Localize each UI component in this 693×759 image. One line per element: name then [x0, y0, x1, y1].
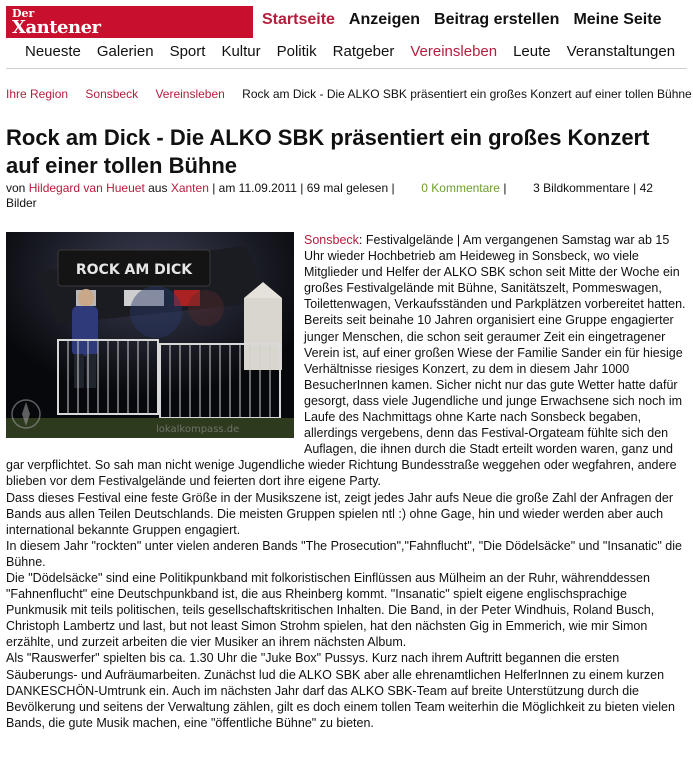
article-paragraph-6: Als "Rauswerfer" spielten bis ca. 1.30 Uhr die "Juke Box" Pussys. Kurz nach ihrem Auftritt begannen die ersten Säuberungs- und Aufräumarbeiten. Zunächst lud die ALKO SBK aber alle ehrenamtlichen HelferInnen zu einem kurzen DANKESCHÖN-Umtrunk ein. Auch im nächsten Jahr darf das ALKO SBK-Team auf breite Unterstützung durch die Bevölkerung und seitens der Verwaltung zählen, gilt es doch einem tollen Team weiterhin die Möglichkeit zu bieten vielen Bands, die gute Musik machen, eine "öffentliche Bühne" zu bieten. [6, 651, 675, 730]
photo-spacer [6, 232, 304, 446]
breadcrumb-vereinsleben[interactable]: Vereinsleben [155, 87, 225, 101]
meta-views: 69 mal gelesen | [306, 181, 395, 195]
banner-text: ROCK AM DICK [75, 262, 193, 278]
category-neueste[interactable]: Neueste [25, 43, 81, 60]
article-title: Rock am Dick - Die ALKO SBK präsentiert ein großes Konzert auf einer tollen Bühne [6, 125, 650, 178]
nav-divider [6, 68, 687, 69]
author-link[interactable]: Hildegard van Hueuet [28, 181, 145, 195]
nav-meine-seite[interactable]: Meine Seite [573, 11, 662, 28]
article-paragraph-5: Die "Dödelsäcke" sind eine Politikpunkband mit folkoristischen Einflüssen aus Mülheim an der Ruhr, währenddessen "Fahnenflucht" eine Deutschpunkband ist, die aus Rheinberg kommt. "Insanatic" spielt eigene englischsprachige Punkmusik mit teils politischen, teils gesellschaftskritischen Inhalten. Die Band, in der Peter Windhuis, Roland Busch, Christoph Lambertz und last, but not least Simon Strohm spielen, hat den nächsten Gig in Emmerich, wie mir Simon erzählte, und zurzeit arbeiten die vier Musiker an ihrem nächsten Album. [6, 570, 655, 650]
meta-sep: | [503, 181, 507, 195]
logo-line1: Der [12, 7, 35, 20]
nav-startseite[interactable]: Startseite [262, 11, 335, 28]
logo-line2: Xantener [12, 17, 101, 38]
location-link[interactable]: Sonsbeck [304, 233, 359, 247]
paragraph-1-text: : Festivalgelände | Am vergangenen Samstag war ab 15 Uhr wieder Hochbetrieb am Heideweg in Sonsbeck, wo viele Mitglieder und Helfer der ALKO SBK schon seit Mitte der Woche ein großes Festivalgelände mit Bühne, Sanitätszelt, Pommeswagen, Toilettenwagen, Verkaufsständen und Parkplätzen vorbereitet hatten. [304, 233, 686, 312]
article-paragraph-3: Dass dieses Festival eine feste Größe in der Musikszene ist, zeigt jedes Jahr aufs Neue die große Zahl der Anfragen der Bands aus allen Teilen Deutschlands. Die meisten Gruppen spielen ntl :) ohne Gage, hin und wieder werden aber auch international bekannte Gruppen engagiert. [6, 490, 673, 537]
category-vereinsleben[interactable]: Vereinsleben [410, 43, 498, 60]
nav-anzeigen[interactable]: Anzeigen [348, 11, 421, 28]
article-paragraph-2: Bereits seit beinahe 10 Jahren organisiert eine Gruppe engagierter junger Menschen, die schon seit geraumer Zeit ein eingetragener Verein ist, auf einer großen Wiese der Familie Sander ein für hiesige Verhältnisse riesiges Konzert, zu dem in diesem Jahr 1000 BesucherInnen kamen. Sicher nicht nur das gute Wetter hatte dafür gesorgt, dass viele Jugendliche und junge Erwachsene sich noch im Laufe des Nachmittags ohne Karte nach Sonsbeck begaben, allerdings vergebens, denn das Festival-Orgateam fühlte sich den Auflagen, die ihnen durch die Stadt erteilt worden waren, ganz und gar verpflichtet. So sah man nicht wenige Jugendliche wieder Richtung Bundesstraße weggehen oder wegfahren, andere blieben vor dem Festivalgelände und feierten dort ihre eigene Party. [6, 313, 683, 489]
article-body [6, 232, 687, 731]
category-ratgeber[interactable]: Ratgeber [332, 43, 395, 60]
site-logo[interactable] [6, 6, 253, 38]
nav-beitrag-erstellen[interactable]: Beitrag erstellen [434, 11, 560, 28]
meta-by: von [6, 181, 26, 195]
meta-from: aus [148, 181, 168, 195]
meta-image-comments[interactable]: 3 Bildkommentare | [533, 181, 637, 195]
category-politik[interactable]: Politik [276, 43, 317, 60]
breadcrumb [6, 87, 692, 101]
category-leute[interactable]: Leute [513, 43, 551, 60]
article-meta [6, 181, 686, 211]
category-sport[interactable]: Sport [169, 43, 206, 60]
article-paragraph-4: In diesem Jahr "rockten" unter vielen anderen Bands "The Prosecution","Fahnflucht", "Die Dödelsäcke" und "Insanatic" die Bühne. [6, 538, 682, 569]
top-nav [262, 11, 661, 29]
comments-link[interactable]: 0 Kommentare [421, 181, 500, 195]
meta-pictures[interactable]: 42 Bilder [6, 181, 653, 210]
category-veranstaltungen[interactable]: Veranstaltungen [566, 43, 676, 60]
meta-date: | am 11.09.2011 | [212, 181, 304, 195]
category-nav [25, 43, 675, 60]
breadcrumb-ihre-region[interactable]: Ihre Region [6, 87, 69, 101]
breadcrumb-sonsbeck[interactable]: Sonsbeck [85, 87, 139, 101]
category-kultur[interactable]: Kultur [221, 43, 261, 60]
category-galerien[interactable]: Galerien [96, 43, 154, 60]
breadcrumb-current: Rock am Dick - Die ALKO SBK präsentiert ein großes Konzert auf einer tollen Bühne [242, 87, 692, 101]
city-link[interactable]: Xanten [170, 181, 209, 195]
photo-watermark: lokalkompass.de [156, 424, 240, 435]
